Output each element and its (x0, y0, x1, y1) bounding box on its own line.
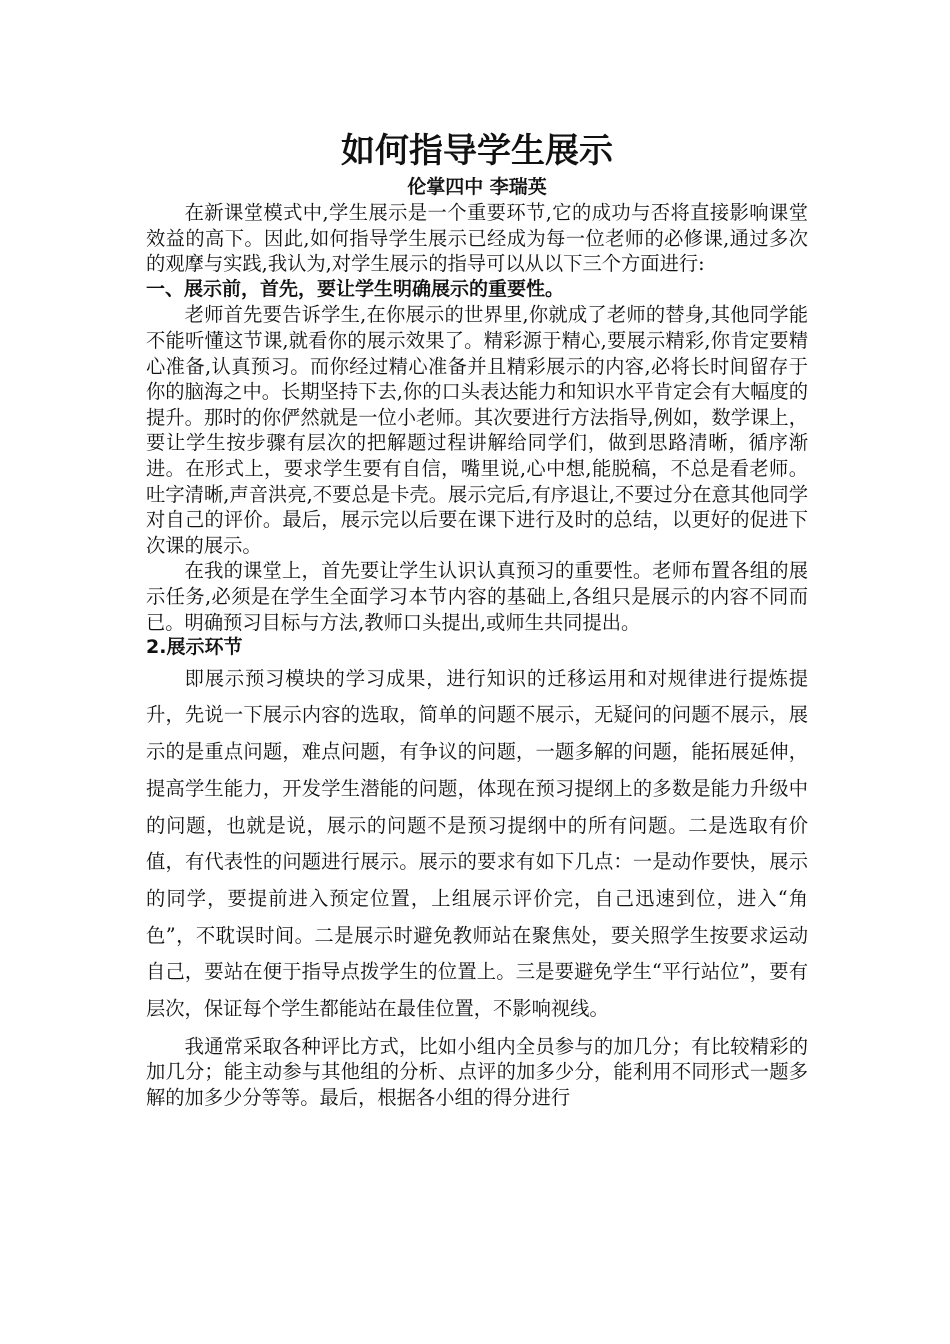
section-1-paragraph-1: 老师首先要告诉学生,在你展示的世界里,你就成了老师的替身,其他同学能不能听懂这节课,就看你的展示效果了。精彩源于精心,要展示精彩,你肯定要精心准备,认真预习。而你经过精心准备并且精彩展示的内容,必将长时间留存于你的脑海之中。长期坚持下去,你的口头表达能力和知识水平肯定会有大幅度的提升。那时的你俨然就是一位小老师。其次要进行方法指导,例如，数学课上，要让学生按步骤有层次的把解题过程讲解给同学们，做到思路清晰，循序渐进。在形式上，要求学生要有自信，嘴里说,心中想,能脱稿，不总是看老师。吐字清晰,声音洪亮,不要总是卡壳。展示完后,有序退让,不要过分在意其他同学对自己的评价。最后，展示完以后要在课下进行及时的总结，以更好的促进下次课的展示。 (146, 303, 808, 557)
author-line: 伦掌四中 李瑞英 (407, 176, 547, 198)
intro-paragraph: 在新课堂模式中,学生展示是一个重要环节,它的成功与否将直接影响课堂效益的高下。因此,如何指导学生展示已经成为每一位老师的必修课,通过多次的观摩与实践,我认为,对学生展示的指导可以从以下三个方面进行: (146, 201, 808, 276)
document-page (146, 128, 808, 1111)
section-2-paragraph-1: 即展示预习模块的学习成果，进行知识的迁移运用和对规律进行提炼提升，先说一下展示内容的选取，简单的问题不展示，无疑问的问题不展示，展示的是重点问题，难点问题，有争议的问题，一题多解的问题，能拓展延伸，提高学生能力，开发学生潜能的问题，体现在预习提纲上的多数是能力升级中的问题，也就是说，展示的问题不是预习提纲中的所有问题。二是选取有价值，有代表性的问题进行展示。展示的要求有如下几点：一是动作要快，展示的同学，要提前进入预定位置，上组展示评价完，自己迅速到位，进入“角色”，不耽误时间。二是展示时避免教师站在聚焦处，要关照学生按要求运动自己，要站在便于指导点拨学生的位置上。三是要避免学生“平行站位”，要有层次，保证每个学生都能站在最佳位置，不影响视线。 (146, 666, 808, 1021)
section-2-paragraph-2: 我通常采取各种评比方式，比如小组内全员参与的加几分；有比较精彩的加几分；能主动参与其他组的分析、点评的加多少分，能利用不同形式一题多解的加多少分等等。最后，根据各小组的得分进行 (146, 1034, 808, 1109)
section-1-heading: 一、展示前，首先，要让学生明确展示的重要性。 (146, 277, 565, 300)
section-1-paragraph-2: 在我的课堂上，首先要让学生认识认真预习的重要性。老师布置各组的展示任务,必须是在学生全面学习本节内容的基础上,各组只是展示的内容不同而已。明确预习目标与方法,教师口头提出,或师生共同提出。 (146, 559, 808, 634)
document-title: 如何指导学生展示 (341, 131, 613, 171)
section-2-heading: 2.展示环节 (146, 636, 243, 659)
